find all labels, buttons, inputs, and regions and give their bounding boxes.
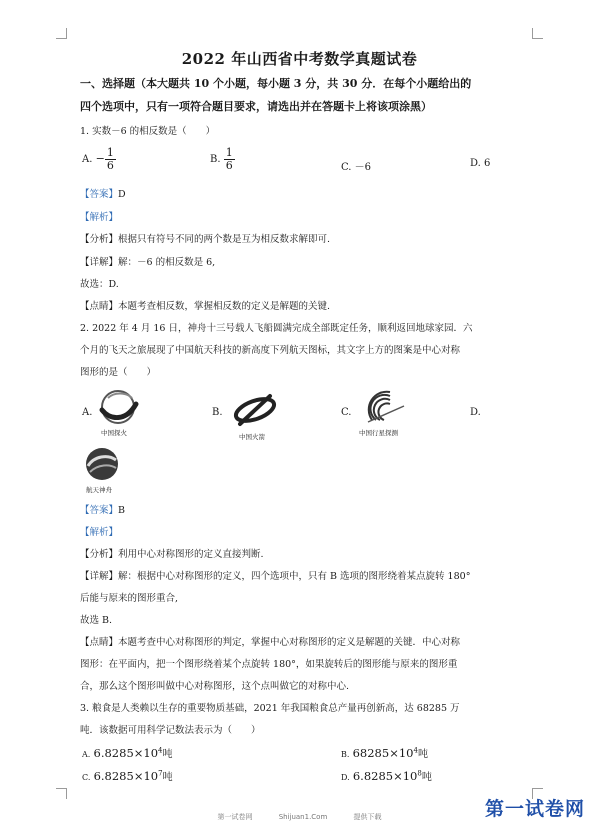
xiangjie-tag: 【详解】 bbox=[80, 257, 119, 268]
page-corner-mark bbox=[56, 28, 67, 39]
footer-site-url[interactable]: Shijuan1.Com bbox=[278, 813, 328, 821]
unit: 吨 bbox=[417, 749, 428, 760]
q2-option-b-label[interactable]: B. bbox=[212, 407, 223, 418]
footer-site-name: 第一试卷网 bbox=[217, 813, 253, 821]
q3-option-c[interactable] bbox=[82, 768, 173, 783]
q1-xiangjie bbox=[80, 257, 215, 269]
q2-option-d-label[interactable]: D. bbox=[470, 407, 481, 418]
fraction bbox=[105, 147, 116, 172]
q3-stem-line1: 3. 粮食是人类赖以生存的重要物质基础，2021 年我国粮食总产量再创新高，达 68285 万 bbox=[80, 703, 460, 714]
analysis-tag: 【解析】 bbox=[80, 212, 119, 223]
fraction bbox=[224, 147, 235, 172]
unit: 吨 bbox=[421, 772, 432, 783]
option-label: D. bbox=[341, 773, 350, 782]
footer-download-text: 提供下载 bbox=[353, 813, 382, 821]
logo-caption: 航天神舟 bbox=[86, 486, 112, 494]
q1-option-c[interactable]: C. －6 bbox=[341, 162, 372, 173]
numerator: 1 bbox=[225, 146, 233, 159]
xiangjie-tag: 【详解】 bbox=[80, 571, 119, 582]
option-sign: − bbox=[95, 152, 105, 165]
q2-option-c-label[interactable]: C. bbox=[341, 407, 352, 418]
china-planetary-exploration-logo-icon bbox=[364, 386, 408, 428]
page-title: 2022 年山西省中考数学真题试卷 bbox=[181, 50, 418, 68]
q2-stem-line3: 图形的是（ ） bbox=[80, 367, 157, 378]
q1-option-d[interactable]: D. 6 bbox=[470, 158, 491, 169]
q2-xiangjie-line2: 后能与原来的图形重合, bbox=[80, 593, 179, 604]
option-value: 6.8285×10 bbox=[93, 769, 159, 783]
page-corner-mark bbox=[532, 28, 543, 39]
q3-option-b[interactable] bbox=[341, 745, 428, 760]
unit: 吨 bbox=[162, 749, 173, 760]
option-label: A. bbox=[82, 154, 93, 165]
exponent: 4 bbox=[413, 746, 418, 755]
dianjing-tag: 【点睛】 bbox=[80, 301, 119, 312]
denominator: 6 bbox=[106, 159, 114, 172]
logo-caption: 中国火箭 bbox=[239, 433, 265, 441]
q2-analysis-tag bbox=[80, 527, 118, 539]
q1-stem: 1. 实数－6 的相反数是（ ） bbox=[80, 126, 216, 137]
q2-dianjing-line3: 合，那么这个图形叫做中心对称图形，这个点叫做它的对称中心. bbox=[80, 681, 350, 692]
exponent: 8 bbox=[417, 769, 422, 778]
exponent: 7 bbox=[158, 769, 163, 778]
option-value: 68285×10 bbox=[352, 746, 414, 760]
dianjing-text: 本题考查中心对称图形的判定，掌握中心对称图形的定义是解题的关键．中心对称 bbox=[118, 637, 461, 648]
fenxi-text: 利用中心对称图形的定义直接判断. bbox=[118, 549, 264, 560]
q3-stem-line2: 吨．该数据可用科学记数法表示为（ ） bbox=[80, 725, 261, 736]
unit: 吨 bbox=[162, 772, 173, 783]
xiangjie-text: 解：根据中心对称图形的定义，四个选项中，只有 B 选项的图形绕着某点旋转 180° bbox=[118, 571, 471, 582]
q2-dianjing-line1 bbox=[80, 637, 460, 649]
dianjing-text: 本题考查相反数，掌握相反数的定义是解题的关键. bbox=[118, 301, 331, 312]
analysis-tag: 【解析】 bbox=[80, 527, 119, 538]
q2-stem-line1: 2. 2022 年 4 月 16 日，神舟十三号载人飞船圆满完成全部既定任务，顺利返回地球家园．六 bbox=[80, 323, 473, 334]
dianjing-tag: 【点睛】 bbox=[80, 637, 119, 648]
option-label: B. bbox=[210, 154, 221, 165]
answer-value: D bbox=[118, 189, 126, 200]
option-value: 6.8285×10 bbox=[93, 746, 159, 760]
option-label: A. bbox=[82, 750, 91, 759]
logo-caption: 中国行星探测 bbox=[359, 429, 398, 437]
q1-dianjing bbox=[80, 301, 330, 313]
option-label: B. bbox=[341, 750, 350, 759]
fenxi-tag: 【分析】 bbox=[80, 234, 119, 245]
q1-analysis-tag bbox=[80, 212, 118, 224]
q1-option-a[interactable] bbox=[82, 147, 116, 172]
q1-fenxi bbox=[80, 234, 330, 246]
option-value: 6.8285×10 bbox=[352, 769, 418, 783]
q2-conclusion: 故选 B. bbox=[80, 615, 113, 626]
q3-option-d[interactable] bbox=[341, 768, 432, 783]
fenxi-tag: 【分析】 bbox=[80, 549, 119, 560]
logo-caption: 中国探火 bbox=[101, 429, 127, 437]
answer-tag: 【答案】 bbox=[80, 189, 119, 200]
page-corner-mark bbox=[56, 788, 67, 799]
denominator: 6 bbox=[225, 159, 233, 172]
china-rocket-logo-icon bbox=[232, 390, 278, 430]
q1-conclusion: 故选：D. bbox=[80, 279, 119, 290]
q2-option-a-label[interactable]: A. bbox=[82, 407, 93, 418]
q2-xiangjie-line1 bbox=[80, 571, 470, 583]
q2-answer bbox=[80, 505, 125, 517]
option-label: C. bbox=[82, 773, 91, 782]
section-heading: 一、选择题（本大题共 10 个小题，每小题 3 分，共 30 分．在每个小题给出的 bbox=[80, 77, 472, 90]
answer-value: B bbox=[118, 505, 125, 516]
q2-dianjing-line2: 图形：在平面内，把一个图形绕着某个点旋转 180°，如果旋转后的图形能与原来的图形重 bbox=[80, 659, 458, 670]
numerator: 1 bbox=[106, 146, 114, 159]
q1-option-b[interactable] bbox=[210, 147, 235, 172]
fenxi-text: 根据只有符号不同的两个数是互为相反数求解即可. bbox=[118, 234, 331, 245]
shenzhou-logo-icon bbox=[84, 446, 120, 482]
q2-stem-line2: 个月的飞天之旅展现了中国航天科技的新高度下列航天图标，其文字上方的图案是中心对称 bbox=[80, 345, 461, 356]
q3-option-a[interactable] bbox=[82, 745, 173, 760]
xiangjie-text: 解：－6 的相反数是 6, bbox=[118, 257, 216, 268]
q1-answer bbox=[80, 189, 126, 201]
section-heading-cont: 四个选项中，只有一项符合题目要求，请选出并在答题卡上将该项涂黑） bbox=[80, 100, 432, 113]
q2-fenxi bbox=[80, 549, 264, 561]
watermark-brand: 第一试卷网 bbox=[484, 798, 585, 820]
china-mars-logo-icon bbox=[96, 386, 140, 428]
exponent: 4 bbox=[158, 746, 163, 755]
answer-tag: 【答案】 bbox=[80, 505, 119, 516]
